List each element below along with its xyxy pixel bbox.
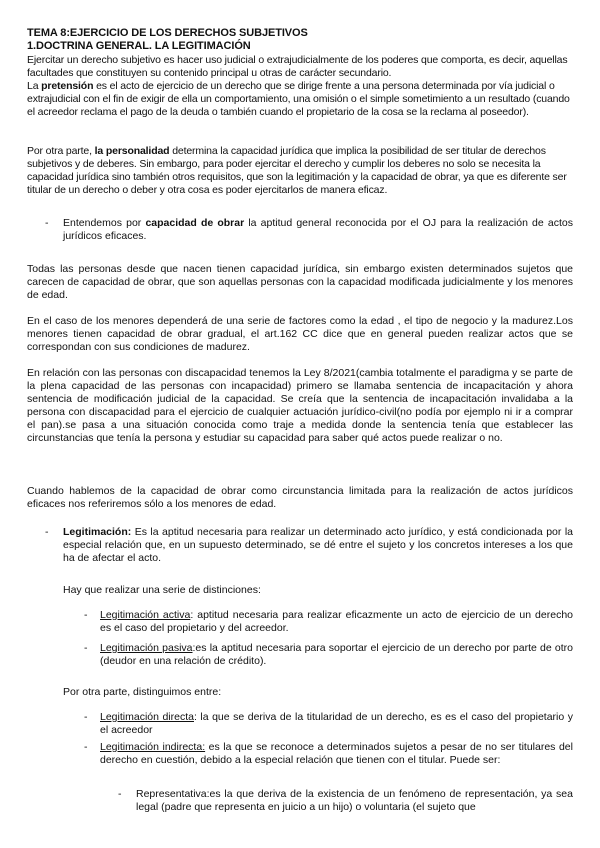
- list-item-text: [100, 642, 573, 668]
- text-run: : aptitud necesaria para realizar eficazmente un acto de ejercicio de un derecho es el caso del propietario y del acreedor.: [100, 609, 574, 635]
- list-item-text: [100, 711, 573, 737]
- list-item-text: [100, 741, 573, 767]
- text-run: la aptitud general reconocida por el OJ para la realización de actos jurídicos eficaces.: [63, 217, 573, 243]
- term-legitimacion-indirecta: Legitimación indirecta:: [100, 741, 206, 753]
- text-run: Entendemos por: [63, 217, 146, 229]
- text-run: es la que se reconoce a determinados sujetos a pesar de no ser titulares del derecho en cuestión, debido a la especial relación que tienen con el titular. Puede ser:: [100, 741, 573, 767]
- text-run: Por otra parte,: [27, 145, 95, 157]
- list-dash: -: [84, 741, 88, 753]
- paragraph-ejercitar: Ejercitar un derecho subjetivo es hacer uso judicial o extrajudicialmente de los poderes que comporta, es decir, aquellas facultades que constituyen su contenido principal u otras de carácter secundario.: [27, 54, 568, 80]
- list-item-text: Representativa:es la que deriva de la existencia de un fenómeno de representación, ya sea legal (padre que representa en juicio a un hijo) o voluntaria (el sujeto que: [136, 788, 573, 814]
- distinguimos-intro: Por otra parte, distinguimos entre:: [63, 686, 222, 698]
- topic-title: TEMA 8:EJERCICIO DE LOS DERECHOS SUBJETIVOS: [27, 27, 308, 39]
- list-dash: -: [45, 217, 49, 229]
- term-pretension: pretensión: [41, 80, 94, 92]
- term-legitimacion-activa: Legitimación activa: [100, 609, 191, 621]
- text-run: determina la capacidad jurídica que implica la posibilidad de ser titular de derechos subjetivos y de deberes. Sin embargo, para poder ejercitar el derecho y cumplir los deberes no solo se necesita la capacidad jurídica sino también otros requisitos, que son la legitimación y la capacidad de obrar, ya que es diferente ser titular de un derecho o deber y otra cosa es poder ejercitarlos de manera eficaz.: [27, 145, 567, 197]
- text-run: Es la aptitud necesaria para realizar un determinado acto jurídico, y está condicionada por la especial relación que, en un supuesto determinado, se dé entre el sujeto y los concretos intereses a los que ha de afectar el acto.: [63, 526, 573, 565]
- term-legitimacion-directa: Legitimación directa: [100, 711, 194, 723]
- text-run: : la que se deriva de la titularidad de un derecho, es es el caso del propietario y el acreedor: [100, 711, 573, 737]
- text-run: :es la aptitud necesaria para soportar el ejercicio de un derecho por parte de otro (deudor en una relación de crédito).: [100, 642, 574, 668]
- term-legitimacion-pasiva: Legitimación pasiva: [100, 642, 193, 654]
- list-item-text: [63, 217, 573, 243]
- list-dash: -: [84, 642, 88, 654]
- section-title: 1.DOCTRINA GENERAL. LA LEGITIMACIÓN: [27, 40, 251, 52]
- paragraph-discapacidad: En relación con las personas con discapacidad tenemos la Ley 8/2021(cambia totalmente el paradigma y se parte de la plena capacidad de las personas con incapacidad) primero se llamaba sentencia de incapacitación y ahora sentencia de modificación judicial de la capacidad. Se creía que la sentencia de incapacitación invalidaba a la persona con discapacidad para el ejercicio de cualquier actuación jurídico-civil(no podía por ejemplo ni ir a comprar el pan).se pasa a una situación conocida como traje a medida donde la sentencia tenía que establecer las circunstancias que tenía la persona y estudiar su capacidad para saber qué actos puede realizar o no.: [27, 367, 573, 445]
- paragraph-menores: En el caso de los menores dependerá de una serie de factores como la edad , el tipo de negocio y la madurez.Los menores tienen capacidad de obrar gradual, el art.162 CC dice que en general pueden realizar actos que se correspondan con sus condiciones de madurez.: [27, 315, 573, 354]
- text-run: es el acto de ejercicio de un derecho que se dirige frente a una persona determinada por vía judicial o extrajudicial con el fin de exigir de ella un comportamiento, una omisión o el simple sometimiento a un resultado (cuando el acreedor reclama el pago de la deuda o también cuando el propietario de la cosa se la reclama al poseedor).: [27, 80, 570, 119]
- list-item-text: [100, 609, 573, 635]
- paragraph-personalidad: [27, 145, 573, 197]
- term-legitimacion: Legitimación:: [63, 526, 132, 538]
- text-run: La: [27, 80, 42, 92]
- paragraph-pretension: [27, 80, 573, 119]
- list-dash: -: [84, 711, 88, 723]
- term-capacidad-obrar: capacidad de obrar: [145, 217, 245, 229]
- heading: [27, 27, 308, 53]
- distinciones-intro: Hay que realizar una serie de distinciones:: [63, 584, 261, 596]
- list-item-text: [63, 526, 573, 565]
- paragraph-capacidad-limitada: Cuando hablemos de la capacidad de obrar como circunstancia limitada para la realización de actos jurídicos eficaces nos referiremos sólo a los menores de edad.: [27, 485, 573, 511]
- list-dash: -: [45, 526, 49, 538]
- term-personalidad: la personalidad: [94, 145, 170, 157]
- list-dash: -: [118, 788, 122, 800]
- list-dash: -: [84, 609, 88, 621]
- paragraph-capacidad-juridica: Todas las personas desde que nacen tienen capacidad jurídica, sin embargo existen determinados sujetos que carecen de capacidad de obrar, que son aquellas personas con la capacidad modificada judicialmente y los menores de edad.: [27, 263, 573, 302]
